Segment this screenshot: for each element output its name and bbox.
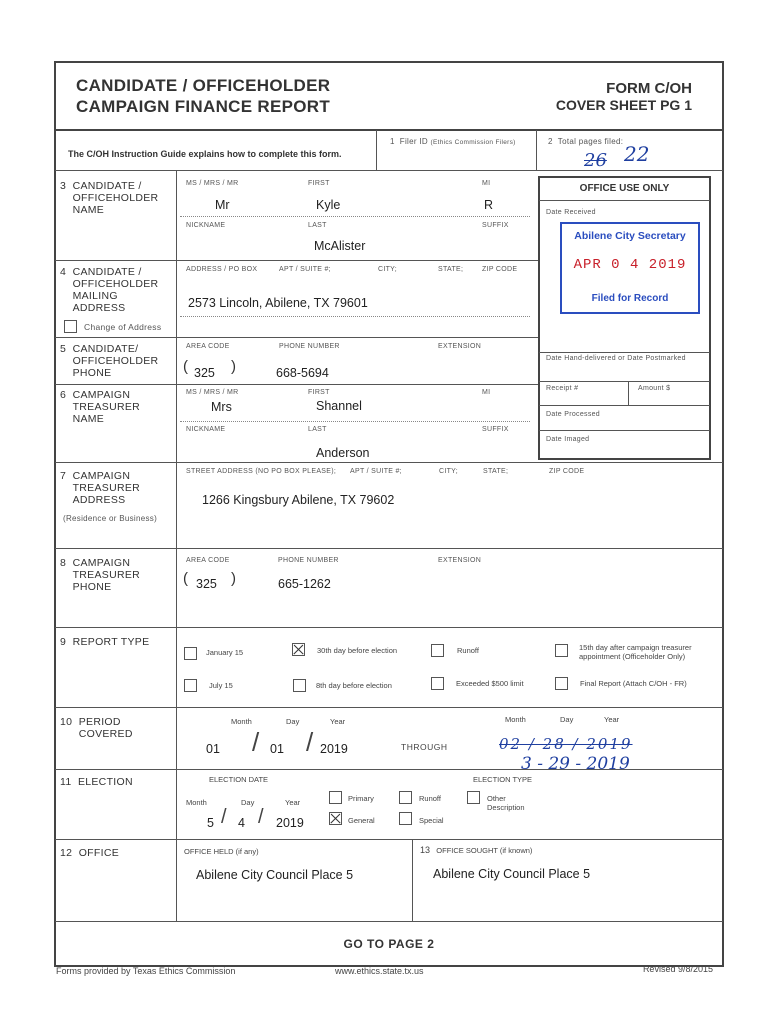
- stamp-filed: Filed for Record: [591, 293, 669, 304]
- treasurer-phone-label: PHONE NUMBER: [278, 557, 339, 564]
- stamp-date: APR 0 4 2019: [573, 257, 687, 273]
- prefix-label: MS / MRS / MR: [186, 180, 239, 187]
- treasurer-phone[interactable]: 665-1262: [278, 577, 331, 591]
- from-day[interactable]: 01: [270, 742, 284, 756]
- receipt-label: Receipt #: [546, 385, 579, 392]
- report-jul15-checkbox[interactable]: [184, 679, 197, 692]
- candidate-first-name[interactable]: Kyle: [316, 198, 341, 212]
- section-7-sub: (Residence or Business): [63, 514, 158, 523]
- footer-website[interactable]: www.ethics.state.tx.us: [335, 966, 424, 976]
- election-day-label: Day: [241, 798, 255, 807]
- treasurer-address[interactable]: 1266 Kingsbury Abilene, TX 79602: [202, 493, 395, 507]
- treasurer-last-label: LAST: [308, 426, 327, 433]
- election-other-checkbox[interactable]: [467, 791, 480, 804]
- amount-label: Amount $: [638, 385, 671, 392]
- treasurer-street-label: STREET ADDRESS (NO PO BOX PLEASE);: [186, 468, 337, 475]
- candidate-phone[interactable]: 668-5694: [276, 366, 329, 380]
- office-held[interactable]: Abilene City Council Place 5: [196, 868, 354, 882]
- treasurer-last-name[interactable]: Anderson: [316, 446, 370, 460]
- section-11-title: 11 ELECTION: [60, 776, 133, 788]
- report-30day-label: 30th day before election: [317, 646, 398, 655]
- election-other-label: Other Description: [487, 794, 525, 812]
- election-year[interactable]: 2019: [276, 816, 304, 830]
- from-day-label: Day: [286, 717, 300, 726]
- treasurer-state-label: STATE;: [483, 468, 509, 475]
- total-pages-field[interactable]: [548, 137, 623, 146]
- candidate-area-code[interactable]: 325: [194, 366, 215, 380]
- extension-label: EXTENSION: [438, 343, 482, 350]
- date-received-label: Date Received: [546, 209, 596, 216]
- from-year[interactable]: 2019: [320, 742, 348, 756]
- nickname-label: NICKNAME: [186, 222, 226, 229]
- header-divider: [55, 129, 723, 131]
- section-4-title: 4 CANDIDATE / OFFICEHOLDER MAILING ADDRESS: [60, 266, 159, 314]
- report-runoff-checkbox[interactable]: [431, 644, 444, 657]
- filer-id-hint: (Ethics Commission Filers): [430, 139, 516, 146]
- total-pages-hand: 22: [624, 142, 650, 166]
- phone-label: PHONE NUMBER: [279, 343, 340, 350]
- form-code: FORM C/OH: [606, 80, 692, 97]
- mi-label: MI: [482, 180, 491, 187]
- office-sought-label: 13 OFFICE SOUGHT (if known): [420, 845, 533, 855]
- election-type-label: ELECTION TYPE: [473, 775, 533, 784]
- section-9-title: 9 REPORT TYPE: [60, 636, 150, 648]
- section-6-title: 6 CAMPAIGN TREASURER NAME: [60, 389, 141, 425]
- to-date-struck: 02 / 28 / 2019: [499, 735, 633, 753]
- treasurer-area-label: AREA CODE: [186, 557, 230, 564]
- election-month[interactable]: 5: [207, 816, 214, 830]
- change-of-address-checkbox[interactable]: [64, 320, 77, 333]
- election-special-checkbox[interactable]: [399, 812, 412, 825]
- election-year-label: Year: [285, 798, 301, 807]
- first-label: FIRST: [308, 180, 330, 187]
- treasurer-area-code[interactable]: 325: [196, 577, 217, 591]
- report-jul15-label: July 15: [209, 681, 233, 690]
- section-8-title: 8 CAMPAIGN TREASURER PHONE: [60, 557, 141, 593]
- total-pages-num: 2: [548, 137, 553, 146]
- section-12-title: 12 OFFICE: [60, 847, 120, 859]
- election-date-label: ELECTION DATE: [209, 775, 269, 784]
- treasurer-zip-label: ZIP CODE: [549, 468, 585, 475]
- change-of-address-label: Change of Address: [84, 322, 162, 332]
- to-year-label: Year: [604, 715, 620, 724]
- treasurer-prefix[interactable]: Mrs: [211, 400, 232, 414]
- report-30day-checkbox[interactable]: [292, 643, 305, 656]
- form-title-line1: CANDIDATE / OFFICEHOLDER: [76, 76, 331, 95]
- treasurer-first-label: FIRST: [308, 389, 330, 396]
- from-year-label: Year: [330, 717, 346, 726]
- hand-delivered-label: Date Hand-delivered or Date Postmarked: [546, 355, 686, 362]
- treasurer-ext-label: EXTENSION: [438, 557, 482, 564]
- election-runoff-checkbox[interactable]: [399, 791, 412, 804]
- report-jan15-label: January 15: [206, 648, 244, 657]
- to-date-hand[interactable]: 3 - 29 - 2019: [521, 754, 630, 774]
- go-to-page-2: GO TO PAGE 2: [343, 937, 435, 951]
- suffix-label: SUFFIX: [482, 222, 509, 229]
- instruction-text: The C/OH Instruction Guide explains how to complete this form.: [68, 149, 342, 159]
- report-500-checkbox[interactable]: [431, 677, 444, 690]
- through-label: THROUGH: [401, 742, 448, 752]
- stamp-office: Abilene City Secretary: [574, 230, 686, 242]
- report-final-checkbox[interactable]: [555, 677, 568, 690]
- area-code-label: AREA CODE: [186, 343, 230, 350]
- treasurer-city-label: CITY;: [439, 468, 458, 475]
- election-day[interactable]: 4: [238, 816, 245, 830]
- processed-label: Date Processed: [546, 411, 601, 418]
- filer-id-num: 1: [390, 137, 395, 146]
- to-month-label: Month: [505, 715, 526, 724]
- report-15day-checkbox[interactable]: [555, 644, 568, 657]
- report-15day-label: 15th day after campaign treasurer appointment (Officeholder Only): [579, 643, 692, 661]
- last-label: LAST: [308, 222, 327, 229]
- section-7-title: 7 CAMPAIGN TREASURER ADDRESS: [60, 470, 141, 506]
- report-final-label: Final Report (Attach C/OH - FR): [580, 679, 687, 688]
- report-8day-label: 8th day before election: [316, 681, 392, 690]
- footer-revised: Revised 9/8/2015: [642, 964, 713, 974]
- election-general-checkbox[interactable]: [329, 812, 342, 825]
- total-pages-label: Total pages filed:: [557, 137, 624, 146]
- cover-sheet-label: COVER SHEET PG 1: [555, 97, 692, 113]
- treasurer-mi-label: MI: [482, 389, 491, 396]
- filer-id-field[interactable]: [390, 137, 516, 146]
- report-8day-checkbox[interactable]: [293, 679, 306, 692]
- address-label: ADDRESS / PO BOX: [186, 266, 258, 273]
- election-month-label: Month: [186, 798, 207, 807]
- section-10-title: 10 PERIOD COVERED: [60, 716, 133, 740]
- section-3-title: 3 CANDIDATE / OFFICEHOLDER NAME: [60, 180, 159, 216]
- from-month[interactable]: 01: [206, 742, 220, 756]
- candidate-last-name[interactable]: McAlister: [314, 239, 366, 253]
- report-runoff-label: Runoff: [457, 646, 479, 655]
- election-special-label: Special: [419, 816, 444, 825]
- report-jan15-checkbox[interactable]: [184, 647, 197, 660]
- from-month-label: Month: [231, 717, 252, 726]
- city-label: CITY;: [378, 266, 397, 273]
- to-day-label: Day: [560, 715, 574, 724]
- election-general-label: General: [348, 816, 375, 825]
- total-pages-struck: 26: [584, 150, 607, 171]
- report-500-label: Exceeded $500 limit: [456, 679, 524, 688]
- treasurer-prefix-label: MS / MRS / MR: [186, 389, 239, 396]
- candidate-prefix[interactable]: Mr: [215, 198, 230, 212]
- filer-id-label: Filer ID: [399, 137, 428, 146]
- state-label: STATE;: [438, 266, 464, 273]
- treasurer-apt-label: APT / SUITE #;: [350, 468, 402, 475]
- zip-label: ZIP CODE: [482, 266, 518, 273]
- treasurer-nickname-label: NICKNAME: [186, 426, 226, 433]
- candidate-mi[interactable]: R: [484, 198, 494, 212]
- election-primary-label: Primary: [348, 794, 374, 803]
- office-held-label: OFFICE HELD (if any): [184, 847, 259, 856]
- imaged-label: Date Imaged: [546, 436, 590, 443]
- treasurer-suffix-label: SUFFIX: [482, 426, 509, 433]
- election-runoff-label: Runoff: [419, 794, 441, 803]
- apt-label: APT / SUITE #;: [279, 266, 331, 273]
- footer-provider: Forms provided by Texas Ethics Commission: [56, 966, 236, 976]
- form-title-line2: CAMPAIGN FINANCE REPORT: [76, 97, 331, 116]
- office-sought[interactable]: Abilene City Council Place 5: [433, 867, 591, 881]
- candidate-address[interactable]: 2573 Lincoln, Abilene, TX 79601: [188, 296, 368, 310]
- section-5-title: 5 CANDIDATE/ OFFICEHOLDER PHONE: [60, 343, 159, 379]
- office-use-title: OFFICE USE ONLY: [579, 183, 670, 194]
- election-primary-checkbox[interactable]: [329, 791, 342, 804]
- treasurer-first-name[interactable]: Shannel: [316, 399, 362, 413]
